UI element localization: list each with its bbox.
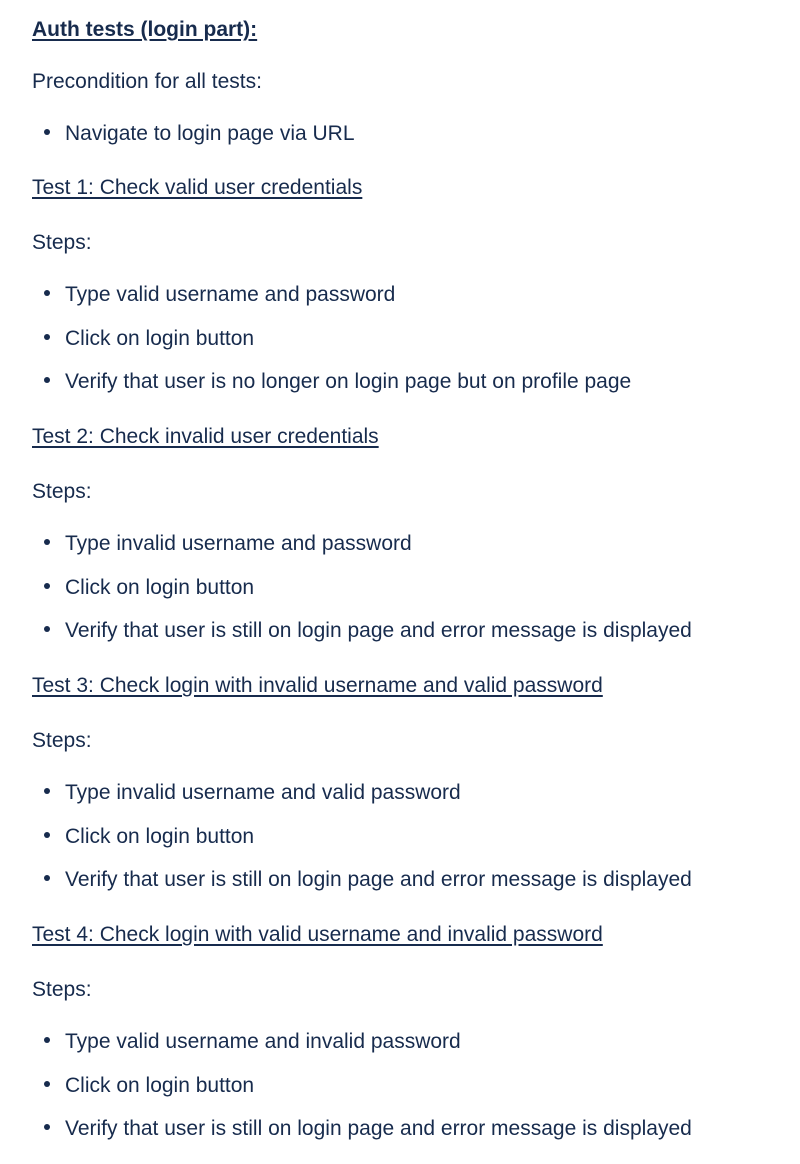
bullet-icon [44,832,50,838]
list-item [44,532,412,556]
list-item [44,1074,254,1098]
list-item-text: Navigate to login page via URL [65,122,355,145]
list-item-text: Type invalid username and password [65,532,412,555]
bullet-icon [44,539,50,545]
test-3-heading: Test 3: Check login with invalid username and valid password [32,674,603,697]
list-item [44,825,254,849]
bullet-icon [44,1037,50,1043]
list-item-text: Click on login button [65,327,255,350]
list-item [44,1030,461,1054]
bullet-icon [44,583,50,589]
test-1-steps-label: Steps: [32,231,92,254]
bullet-icon [44,626,50,632]
list-item [44,370,631,394]
list-item [44,1117,692,1141]
test-1-heading: Test 1: Check valid user credentials [32,176,363,199]
bullet-icon [44,1124,50,1130]
precondition-label: Precondition for all tests: [32,70,262,93]
list-item [44,619,692,643]
page-title: Auth tests (login part): [32,18,258,41]
bullet-icon [44,1081,50,1087]
list-item [44,576,254,600]
list-item [44,283,395,307]
list-item-text: Click on login button [65,576,255,599]
bullet-icon [44,875,50,881]
list-item [44,781,461,805]
test-4-steps-label: Steps: [32,978,92,1001]
list-item [44,122,355,146]
list-item-text: Verify that user is still on login page and error message is displayed [65,1117,692,1140]
test-2-steps-label: Steps: [32,480,92,503]
test-2-heading: Test 2: Check invalid user credentials [32,425,379,448]
test-3-steps-label: Steps: [32,729,92,752]
list-item-text: Type valid username and password [65,283,396,306]
list-item [44,868,692,892]
bullet-icon [44,377,50,383]
list-item-text: Verify that user is no longer on login page but on profile page [65,370,632,393]
bullet-icon [44,334,50,340]
list-item-text: Verify that user is still on login page and error message is displayed [65,868,692,891]
bullet-icon [44,129,50,135]
list-item-text: Type invalid username and valid password [65,781,461,804]
test-4-heading: Test 4: Check login with valid username and invalid password [32,923,603,946]
list-item-text: Verify that user is still on login page and error message is displayed [65,619,692,642]
list-item-text: Click on login button [65,825,255,848]
list-item-text: Type valid username and invalid password [65,1030,461,1053]
list-item-text: Click on login button [65,1074,255,1097]
bullet-icon [44,290,50,296]
bullet-icon [44,788,50,794]
list-item [44,327,254,351]
